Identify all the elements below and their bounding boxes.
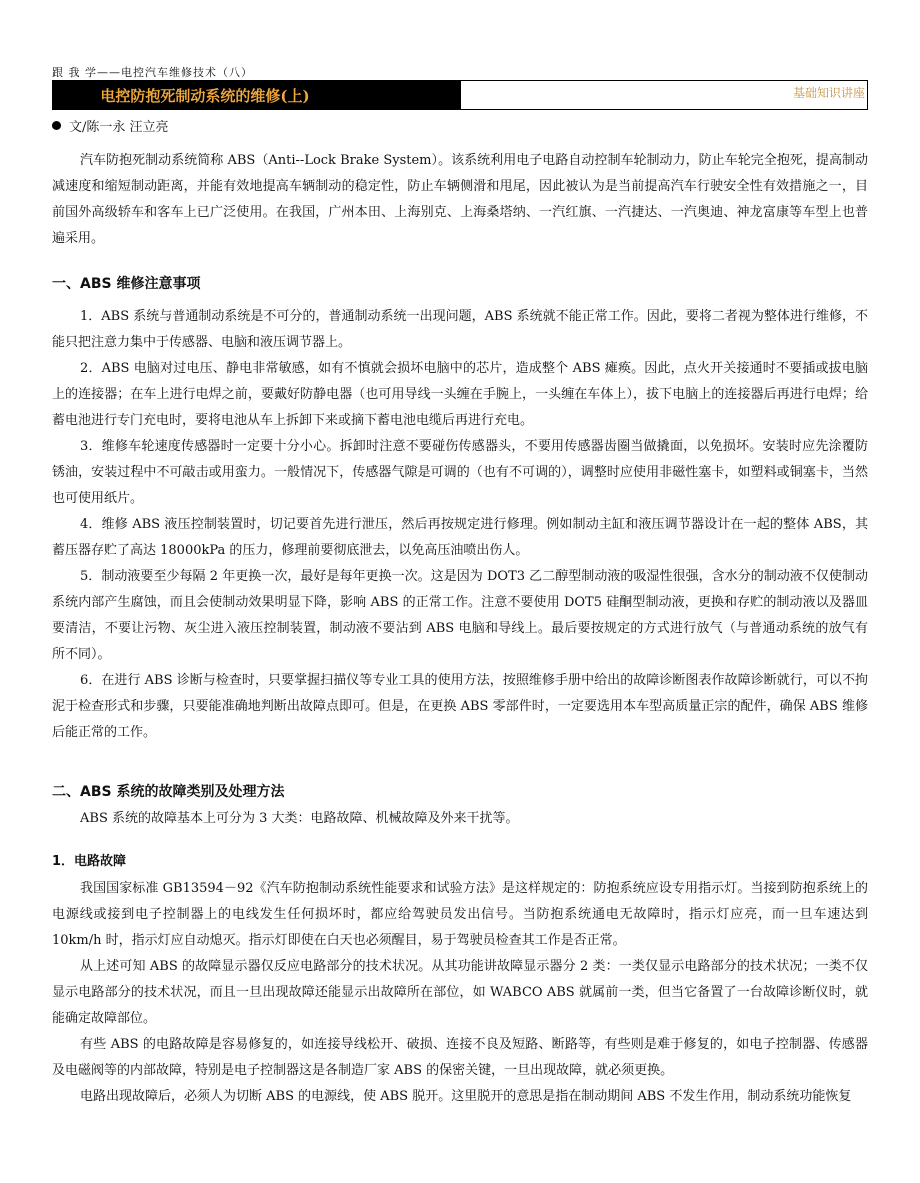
column-label: 基础知识讲座: [461, 81, 867, 109]
paragraph: 电路出现故障后，必须人为切断 ABS 的电源线，使 ABS 脱开。这里脱开的意思是指在制动期间 ABS 不发生作用，制动系统功能恢复: [80, 1089, 852, 1104]
list-item: 5．制动液要至少每隔 2 年更换一次，最好是每年更换一次。这是因为 DOT3 乙二醇型制动液的吸湿性很强，含水分的制动液不仅使制动系统内部产生腐蚀，而且会使制动效果明显下降，影响 ABS 的正常工作。注意不要使用 DOT5 硅酮型制动液，更换和存贮的制动液以及器皿要清洁，不要让污物、灰尘进入液压控制装置，制动液不要沾到 ABS 电脑和导线上。最后要按规定的方式进行放气（与普通动系统的放气有所不同）。: [52, 569, 868, 662]
title-bar: [52, 80, 868, 110]
running-head: 跟 我 学——电控汽车维修技术（八）: [52, 66, 253, 79]
list-item: 3．维修车轮速度传感器时一定要十分小心。拆卸时注意不要碰伤传感器头，不要用传感器齿圈当做撬面，以免损坏。安装时应先涂覆防锈油，安装过程中不可敲击或用蛮力。一般情况下，传感器气隙是可调的（也有不可调的），调整时应使用非磁性塞卡，如塑料或铜塞卡，当然也可使用纸片。: [52, 439, 868, 506]
list-item: 2．ABS 电脑对过电压、静电非常敏感，如有不慎就会损坏电脑中的芯片，造成整个 ABS 瘫痪。因此，点火开关接通时不要插或拔电脑上的连接器；在车上进行电焊之前，要戴好防静电器（也可用导线一头缠在手腕上，一头缠在车体上），拔下电脑上的连接器后再进行电焊；给蓄电池进行专门充电时，要将电池从车上拆卸下来或摘下蓄电池电缆后再进行充电。: [52, 361, 868, 428]
article-body: [52, 148, 868, 1110]
paragraph: 有些 ABS 的电路故障是容易修复的，如连接导线松开、破损、连接不良及短路、断路等，有些则是难于修复的，如电子控制器、传感器及电磁阀等的内部故障，特别是电子控制器这是各制造厂家 ABS 的保密关键，一旦出现故障，就必须更换。: [52, 1037, 868, 1078]
paragraph: 我国国家标准 GB13594－92《汽车防抱制动系统性能要求和试验方法》是这样规定的：防抱系统应设专用指示灯。当接到防抱系统上的电源线或接到电子控制器上的电线发生任何损坏时，都应给驾驶员发出信号。当防抱系统通电无故障时，指示灯应亮，而一旦车速达到 10km/h 时，指示灯应自动熄灭。指示灯即使在白天也必须醒目，易于驾驶员检查其工作是否正常。: [52, 881, 868, 948]
bullet-icon: [52, 121, 61, 130]
author-line: [52, 116, 169, 135]
article-title: 电控防抱死制动系统的维修(上): [100, 86, 310, 105]
list-item: 1．ABS 系统与普通制动系统是不可分的，普通制动系统一出现问题，ABS 系统就不能正常工作。因此，要将二者视为整体进行维修，不能只把注意力集中于传感器、电脑和液压调节器上。: [52, 309, 868, 350]
section-heading: 一、ABS 维修注意事项: [52, 276, 201, 292]
paragraph: ABS 系统的故障基本上可分为 3 大类：电路故障、机械故障及外来干扰等。: [80, 811, 519, 826]
list-item: 6．在进行 ABS 诊断与检查时，只要掌握扫描仪等专业工具的使用方法，按照维修手册中给出的故障诊断图表作故障诊断就行，可以不拘泥于检查形式和步骤，只要能准确地判断出故障点即可。但是，在更换 ABS 零部件时，一定要选用本车型高质量正宗的配件，确保 ABS 维修后能正常的工作。: [52, 673, 868, 740]
section-heading: 二、ABS 系统的故障类别及处理方法: [52, 784, 285, 800]
author-name: 文/陈一永 汪立亮: [69, 120, 169, 135]
article-title-box: [53, 81, 461, 109]
intro-paragraph: 汽车防抱死制动系统简称 ABS（Anti--Lock Brake System）。该系统利用电子电路自动控制车轮制动力，防止车轮完全抱死，提高制动减速度和缩短制动距离，并能有效地提高车辆制动的稳定性，防止车辆侧滑和甩尾，因此被认为是当前提高汽车行驶安全性有效措施之一，目前国外高级轿车和客车上已广泛使用。在我国，广州本田、上海别克、上海桑塔纳、一汽红旗、一汽捷达、一汽奥迪、神龙富康等车型上也普遍采用。: [52, 153, 868, 246]
subsection-heading: 1．电路故障: [52, 854, 127, 869]
paragraph: 从上述可知 ABS 的故障显示器仅反应电路部分的技术状况。从其功能讲故障显示器分 2 类：一类仅显示电路部分的技术状况；一类不仅显示电路部分的技术状况，而且一旦出现故障还能显示出故障所在部位，如 WABCO ABS 就属前一类，但当它备置了一台故障诊断仪时，就能确定故障部位。: [52, 959, 868, 1026]
list-item: 4．维修 ABS 液压控制装置时，切记要首先进行泄压，然后再按规定进行修理。例如制动主缸和液压调节器设计在一起的整体 ABS，其蓄压器存贮了高达 18000kPa 的压力，修理前要彻底泄去，以免高压油喷出伤人。: [52, 517, 868, 558]
